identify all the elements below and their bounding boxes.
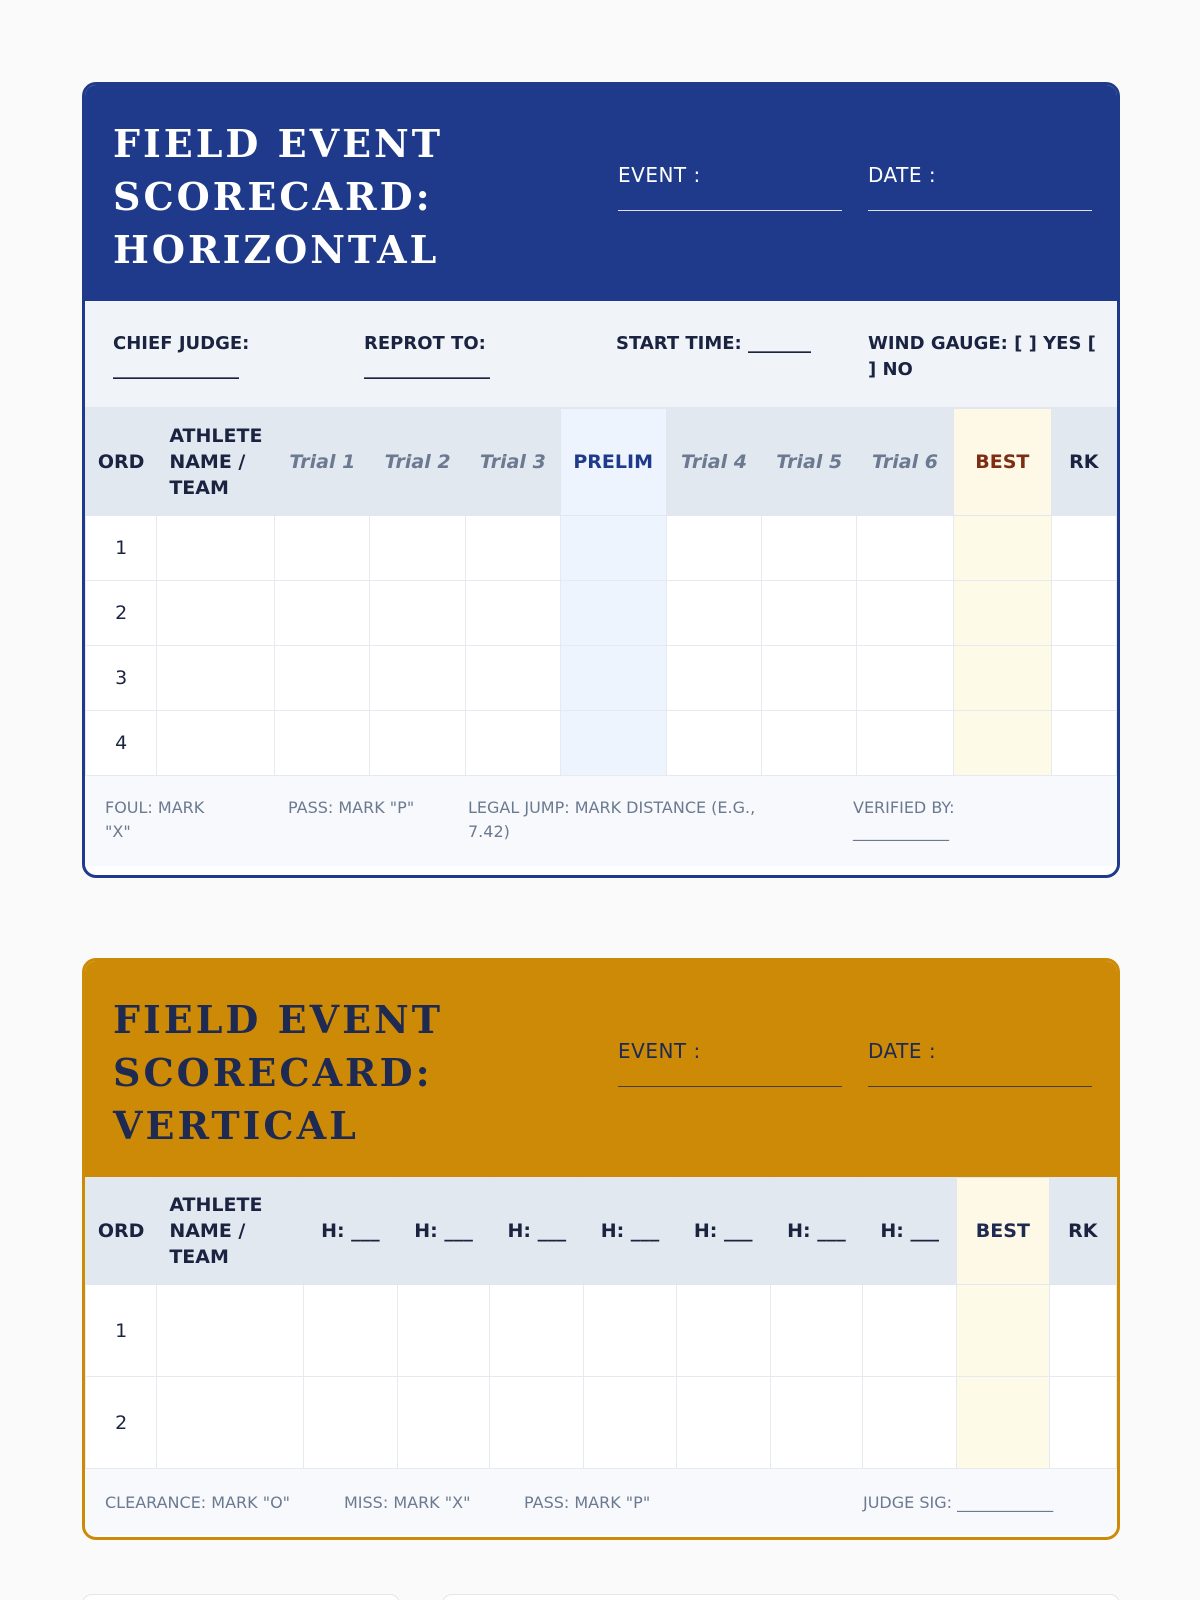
col-ord: ORD bbox=[86, 409, 157, 516]
trial-cell[interactable] bbox=[762, 516, 857, 581]
prelim-cell[interactable] bbox=[560, 581, 666, 646]
trial-cell[interactable] bbox=[857, 516, 954, 581]
athlete-cell[interactable] bbox=[157, 516, 275, 581]
col-trial-6: Trial 6 bbox=[857, 409, 954, 516]
trial-cell[interactable] bbox=[465, 646, 560, 711]
event-line bbox=[618, 1085, 842, 1087]
best-cell[interactable] bbox=[953, 516, 1051, 581]
height-cell[interactable] bbox=[676, 1285, 770, 1377]
event-label: EVENT : bbox=[618, 163, 701, 187]
height-cell[interactable] bbox=[863, 1285, 957, 1377]
event-field[interactable] bbox=[618, 1039, 842, 1087]
rank-cell[interactable] bbox=[1049, 1285, 1116, 1377]
col-trial-1: Trial 1 bbox=[275, 409, 370, 516]
table-row bbox=[86, 711, 1117, 776]
height-cell[interactable] bbox=[304, 1377, 398, 1469]
best-cell[interactable] bbox=[953, 646, 1051, 711]
athlete-cell[interactable] bbox=[157, 1377, 304, 1469]
trial-cell[interactable] bbox=[465, 711, 560, 776]
row-order: 1 bbox=[86, 1285, 157, 1377]
best-cell[interactable] bbox=[957, 1285, 1050, 1377]
officials-bar bbox=[85, 301, 1117, 408]
col-ord: ORD bbox=[86, 1178, 157, 1285]
horizontal-title bbox=[113, 117, 443, 276]
height-cell[interactable] bbox=[584, 1285, 677, 1377]
next-card-right bbox=[442, 1594, 1120, 1600]
height-cell[interactable] bbox=[584, 1377, 677, 1469]
col-prelim: PRELIM bbox=[560, 409, 666, 516]
date-line bbox=[868, 1085, 1092, 1087]
col-height[interactable]: H: ___ bbox=[676, 1178, 770, 1285]
title-line: FIELD EVENT bbox=[113, 997, 444, 1042]
title-line: SCORECARD: bbox=[113, 174, 433, 219]
col-trial-2: Trial 2 bbox=[370, 409, 466, 516]
col-trial-4: Trial 4 bbox=[666, 409, 762, 516]
col-trial-3: Trial 3 bbox=[465, 409, 560, 516]
event-label: EVENT : bbox=[618, 1039, 701, 1063]
title-line: VERTICAL bbox=[113, 1103, 359, 1148]
height-cell[interactable] bbox=[490, 1285, 584, 1377]
foul-note: FOUL: MARK "X" bbox=[105, 798, 205, 841]
height-cell[interactable] bbox=[397, 1377, 490, 1469]
trial-cell[interactable] bbox=[857, 711, 954, 776]
rank-cell[interactable] bbox=[1049, 1377, 1116, 1469]
pass-note: PASS: MARK "P" bbox=[524, 1493, 651, 1512]
best-cell[interactable] bbox=[953, 711, 1051, 776]
col-height[interactable]: H: ___ bbox=[304, 1178, 398, 1285]
col-rank: RK bbox=[1049, 1178, 1116, 1285]
date-label: DATE : bbox=[868, 163, 937, 187]
date-line bbox=[868, 209, 1092, 211]
trial-cell[interactable] bbox=[762, 646, 857, 711]
trial-cell[interactable] bbox=[857, 646, 954, 711]
table-row bbox=[86, 516, 1117, 581]
col-athlete: ATHLETE NAME / TEAM bbox=[157, 409, 275, 516]
best-cell[interactable] bbox=[957, 1377, 1050, 1469]
athlete-cell[interactable] bbox=[157, 1285, 304, 1377]
rank-cell[interactable] bbox=[1051, 581, 1116, 646]
prelim-cell[interactable] bbox=[560, 516, 666, 581]
prelim-cell[interactable] bbox=[560, 711, 666, 776]
trial-cell[interactable] bbox=[275, 516, 370, 581]
row-order: 1 bbox=[86, 516, 157, 581]
height-cell[interactable] bbox=[770, 1285, 863, 1377]
col-height[interactable]: H: ___ bbox=[397, 1178, 490, 1285]
report-to-field[interactable]: REPROT TO: ______________ bbox=[364, 333, 490, 380]
height-cell[interactable] bbox=[397, 1285, 490, 1377]
prelim-cell[interactable] bbox=[560, 646, 666, 711]
col-best: BEST bbox=[957, 1178, 1050, 1285]
col-rank: RK bbox=[1051, 409, 1116, 516]
vertical-results-table bbox=[85, 1177, 1117, 1469]
height-cell[interactable] bbox=[304, 1285, 398, 1377]
row-order: 3 bbox=[86, 646, 157, 711]
event-line bbox=[618, 209, 842, 211]
trial-cell[interactable] bbox=[275, 581, 370, 646]
trial-cell[interactable] bbox=[370, 516, 466, 581]
pass-note: PASS: MARK "P" bbox=[288, 798, 415, 817]
col-athlete: ATHLETE NAME / TEAM bbox=[157, 1178, 304, 1285]
row-order: 2 bbox=[86, 581, 157, 646]
trial-cell[interactable] bbox=[857, 581, 954, 646]
height-cell[interactable] bbox=[863, 1377, 957, 1469]
judge-signature-field[interactable]: JUDGE SIG: ____________ bbox=[863, 1493, 1054, 1512]
horizontal-scorecard bbox=[82, 82, 1120, 878]
trial-cell[interactable] bbox=[666, 516, 762, 581]
next-card-left bbox=[82, 1594, 400, 1600]
table-row bbox=[86, 646, 1117, 711]
col-best: BEST bbox=[953, 409, 1051, 516]
col-height[interactable]: H: ___ bbox=[584, 1178, 677, 1285]
clearance-note: CLEARANCE: MARK "O" bbox=[105, 1493, 291, 1512]
date-label: DATE : bbox=[868, 1039, 937, 1063]
vertical-title bbox=[113, 993, 443, 1152]
date-field[interactable] bbox=[868, 163, 1092, 211]
best-cell[interactable] bbox=[953, 581, 1051, 646]
title-line: SCORECARD: bbox=[113, 1050, 433, 1095]
event-field[interactable] bbox=[618, 163, 842, 211]
table-row bbox=[86, 1285, 1117, 1377]
trial-cell[interactable] bbox=[762, 711, 857, 776]
trial-cell[interactable] bbox=[666, 581, 762, 646]
chief-judge-field[interactable]: CHIEF JUDGE: ______________ bbox=[113, 333, 250, 380]
height-cell[interactable] bbox=[676, 1377, 770, 1469]
horizontal-results-table bbox=[85, 408, 1117, 776]
table-row bbox=[86, 581, 1117, 646]
trial-cell[interactable] bbox=[465, 581, 560, 646]
legal-jump-note: LEGAL JUMP: MARK DISTANCE (E.G., 7.42) bbox=[468, 798, 756, 841]
start-time-field[interactable]: START TIME: _______ bbox=[616, 333, 812, 354]
wind-gauge-field[interactable]: WIND GAUGE: [ ] YES [ ] NO bbox=[868, 333, 1096, 380]
rank-cell[interactable] bbox=[1051, 646, 1116, 711]
horizontal-header bbox=[85, 85, 1117, 301]
height-cell[interactable] bbox=[490, 1377, 584, 1469]
date-field[interactable] bbox=[868, 1039, 1092, 1087]
trial-cell[interactable] bbox=[370, 581, 466, 646]
trial-cell[interactable] bbox=[465, 516, 560, 581]
rank-cell[interactable] bbox=[1051, 516, 1116, 581]
vertical-scorecard bbox=[82, 958, 1120, 1540]
trial-cell[interactable] bbox=[666, 646, 762, 711]
row-order: 4 bbox=[86, 711, 157, 776]
trial-cell[interactable] bbox=[275, 646, 370, 711]
trial-cell[interactable] bbox=[370, 711, 466, 776]
title-line: HORIZONTAL bbox=[113, 227, 440, 272]
trial-cell[interactable] bbox=[666, 711, 762, 776]
height-cell[interactable] bbox=[770, 1377, 863, 1469]
athlete-cell[interactable] bbox=[157, 646, 275, 711]
col-height[interactable]: H: ___ bbox=[863, 1178, 957, 1285]
horizontal-footer bbox=[85, 776, 1117, 866]
vertical-header bbox=[85, 961, 1117, 1177]
col-height[interactable]: H: ___ bbox=[770, 1178, 863, 1285]
trial-cell[interactable] bbox=[762, 581, 857, 646]
col-height[interactable]: H: ___ bbox=[490, 1178, 584, 1285]
verified-by-field[interactable]: VERIFIED BY: ____________ bbox=[853, 798, 955, 841]
trial-cell[interactable] bbox=[275, 711, 370, 776]
rank-cell[interactable] bbox=[1051, 711, 1116, 776]
athlete-cell[interactable] bbox=[157, 711, 275, 776]
miss-note: MISS: MARK "X" bbox=[344, 1493, 471, 1512]
trial-cell[interactable] bbox=[370, 646, 466, 711]
title-line: FIELD EVENT bbox=[113, 121, 444, 166]
row-order: 2 bbox=[86, 1377, 157, 1469]
athlete-cell[interactable] bbox=[157, 581, 275, 646]
vertical-footer bbox=[85, 1469, 1117, 1535]
table-row bbox=[86, 1377, 1117, 1469]
col-trial-5: Trial 5 bbox=[762, 409, 857, 516]
